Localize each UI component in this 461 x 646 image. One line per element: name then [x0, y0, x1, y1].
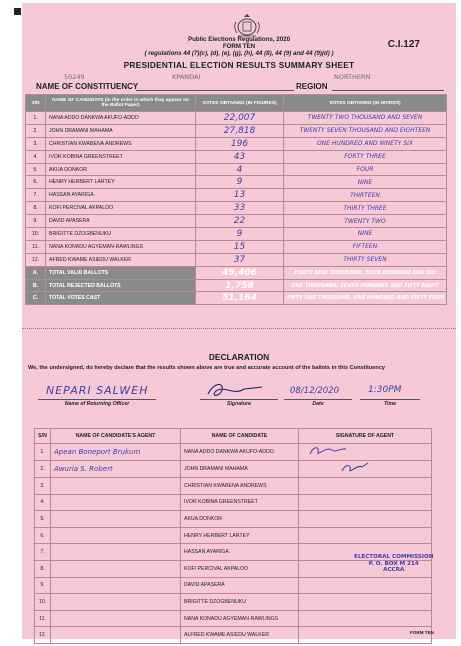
- votes-words: FIFTY ONE THOUSAND, ONE HUNDRED AND SIXTY FOUR: [284, 292, 447, 305]
- row-sn: 7.: [26, 189, 46, 202]
- votes-words: TWENTY SEVEN THOUSAND AND EIGHTEEN: [284, 124, 447, 137]
- candidate-name: KOFI PERCIVAL AKPALOO: [181, 560, 299, 577]
- regulations-line: Public Elections Regulations, 2020: [187, 36, 291, 43]
- votes-words: FIFTEEN: [284, 240, 447, 253]
- agent-signature-cell: [299, 527, 432, 544]
- declaration-text: We, the undersigned, do hereby declare that the results shown above are true and accurate account of the ballots in this Constituency: [28, 365, 386, 371]
- agent-row: [35, 594, 432, 611]
- votes-figures: 1,758: [196, 279, 284, 292]
- candidate-name: DAVID APASERA: [46, 215, 196, 228]
- constituency-name: KPANDAI: [172, 73, 201, 81]
- agent-signature-cell: [299, 494, 432, 511]
- votes-figures: 4: [196, 163, 284, 176]
- constituency-label: NAME OF CONSTITUENCY: [36, 82, 139, 91]
- agent-signature: [302, 461, 372, 475]
- votes-figures: 43: [196, 150, 284, 163]
- row-sn: 9.: [26, 215, 46, 228]
- col-figures: VOTES OBTAINED (IN FIGURES): [196, 95, 284, 112]
- summary-row: [26, 292, 447, 305]
- declaration-date: 08/12/2020: [290, 386, 339, 396]
- row-sn: 6.: [35, 527, 51, 544]
- constituency-underline: [136, 90, 294, 91]
- officer-line: [38, 398, 156, 400]
- votes-words: ONE HUNDRED AND NINETY SIX: [284, 137, 447, 150]
- time-label: Time: [383, 401, 396, 407]
- row-sn: 11.: [35, 610, 51, 627]
- candidate-name: CHRISTIAN KWABENA ANDREWS: [46, 137, 196, 150]
- votes-figures: 13: [196, 189, 284, 202]
- votes-words: THIRTY THREE: [284, 202, 447, 215]
- summary-row: [26, 266, 447, 279]
- agent-row: [35, 444, 432, 461]
- row-sn: 3.: [26, 137, 46, 150]
- agent-name: Apean Boneport Brukum: [51, 444, 181, 461]
- agent-row: [35, 511, 432, 528]
- result-row: [26, 253, 447, 266]
- candidate-name: ALFRED KWAME ASIEDU WALKER: [181, 627, 299, 644]
- stamp-line-1: ELECTORAL COMMISSION: [354, 554, 434, 560]
- votes-words: FORTY NINE THOUSAND, FOUR HUNDRED AND SIX: [284, 266, 447, 279]
- agent-row: [35, 577, 432, 594]
- stamp-line-2: P. O. BOX M 214: [368, 560, 419, 567]
- dotted-divider: [22, 328, 456, 329]
- votes-words: TWENTY TWO THOUSAND AND SEVEN: [284, 112, 447, 125]
- returning-officer-name: NEPARI SALWEH: [46, 384, 149, 397]
- agent-name: Awuria S. Robert: [51, 461, 181, 478]
- result-row: [26, 176, 447, 189]
- votes-figures: 22: [196, 215, 284, 228]
- ci-number: C.I.127: [387, 39, 420, 50]
- row-sn: 9.: [35, 577, 51, 594]
- form-sheet: [22, 3, 456, 639]
- row-sn: 12.: [35, 627, 51, 644]
- agent-row: [35, 527, 432, 544]
- row-sn: A.: [26, 266, 46, 279]
- row-sn: 11.: [26, 240, 46, 253]
- candidate-name: BRIGITTE DZOGBENUKU: [181, 594, 299, 611]
- votes-words: ONE THOUSAND, SEVEN HUNDRED AND FIFTY EIGHT: [284, 279, 447, 292]
- result-row: [26, 124, 447, 137]
- col-words: VOTES OBTAINED (IN WORDS): [284, 95, 447, 112]
- votes-figures: 49,406: [196, 266, 284, 279]
- candidate-name: DAVID APASERA: [181, 577, 299, 594]
- agent-signature-cell: [299, 444, 432, 461]
- votes-figures: 9: [196, 228, 284, 241]
- agent-row: [35, 478, 432, 495]
- agent-signature-cell: [299, 577, 432, 594]
- col-signature: SIGNATURE OF AGENT: [299, 429, 432, 444]
- row-sn: 8.: [35, 560, 51, 577]
- agent-name: [51, 594, 181, 611]
- votes-figures: 51,164: [196, 292, 284, 305]
- result-row: [26, 189, 447, 202]
- agent-row: [35, 461, 432, 478]
- result-row: [26, 202, 447, 215]
- signature-label: Signature: [227, 401, 251, 407]
- col-candidate: NAME OF CANDIDATE (In the order in which they appear on the Ballot Paper): [46, 95, 196, 112]
- returning-officer-signature: [204, 380, 266, 400]
- row-sn: B.: [26, 279, 46, 292]
- agent-name: [51, 577, 181, 594]
- votes-words: NINE: [284, 176, 447, 189]
- agent-name: [51, 527, 181, 544]
- col-agent: NAME OF CANDIDATE'S AGENT: [51, 429, 181, 444]
- votes-words: FOUR: [284, 163, 447, 176]
- candidate-name: JOHN DRAMANI MAHAMA: [46, 124, 196, 137]
- row-sn: 3.: [35, 478, 51, 495]
- result-row: [26, 112, 447, 125]
- row-sn: 5.: [26, 163, 46, 176]
- agent-signature: [302, 444, 352, 458]
- row-sn: 12.: [26, 253, 46, 266]
- agent-row: [35, 610, 432, 627]
- row-sn: 10.: [26, 228, 46, 241]
- candidate-name: JOHN DRAMANI MAHAMA: [181, 461, 299, 478]
- result-row: [26, 215, 447, 228]
- candidate-name: NANA ADDO DANKWA AKUFO-ADDO: [46, 112, 196, 125]
- agent-name: [51, 627, 181, 644]
- region-underline: [332, 90, 444, 91]
- votes-words: TWENTY TWO: [284, 215, 447, 228]
- votes-figures: 22,007: [196, 112, 284, 125]
- signature-line: [200, 398, 278, 400]
- votes-words: THIRTEEN: [284, 189, 447, 202]
- results-table: [25, 94, 447, 305]
- votes-figures: 33: [196, 202, 284, 215]
- stamp-line-3: ACCRA: [383, 567, 405, 573]
- candidate-name: NANA KONADU AGYEMAN-RAWLINGS: [46, 240, 196, 253]
- corner-mark: [14, 8, 21, 15]
- candidate-name: NANA KONADU AGYEMAN-RAWLINGS: [181, 610, 299, 627]
- agent-row: [35, 627, 432, 644]
- result-row: [26, 150, 447, 163]
- summary-label: TOTAL REJECTED BALLOTS: [46, 279, 196, 292]
- page-title: PRESIDENTIAL ELECTION RESULTS SUMMARY SHEET: [123, 60, 355, 70]
- col-sn: S/N: [35, 429, 51, 444]
- candidate-name: HENRY HERBERT LARTEY: [181, 527, 299, 544]
- declaration-time: 1:30PM: [368, 385, 402, 395]
- votes-figures: 15: [196, 240, 284, 253]
- region-label: REGION: [296, 82, 328, 91]
- region-name: NORTHERN: [334, 73, 371, 81]
- candidate-name: CHRISTIAN KWABENA ANDREWS: [181, 478, 299, 495]
- row-sn: 5.: [35, 511, 51, 528]
- footer-form-label: FORM TEN: [410, 630, 434, 635]
- row-sn: 4.: [35, 494, 51, 511]
- candidate-name: AKUA DONKOR: [46, 163, 196, 176]
- votes-words: THIRTY SEVEN: [284, 253, 447, 266]
- officer-label: Name of Returning Officer: [64, 401, 130, 407]
- col-sn: S/N: [26, 95, 46, 112]
- agent-signature-cell: [299, 461, 432, 478]
- candidate-name: HASSAN AYARIGA: [181, 544, 299, 561]
- form-label: FORM TEN: [222, 43, 256, 50]
- votes-words: NINE: [284, 228, 447, 241]
- col-candidate: NAME OF CANDIDATE: [181, 429, 299, 444]
- agent-name: [51, 494, 181, 511]
- agent-name: [51, 544, 181, 561]
- votes-words: FORTY THREE: [284, 150, 447, 163]
- candidate-name: BRIGITTE DZOGBENUKU: [46, 228, 196, 241]
- time-line: [360, 398, 420, 400]
- result-row: [26, 163, 447, 176]
- results-header-row: [26, 95, 447, 112]
- row-sn: 10.: [35, 594, 51, 611]
- agent-name: [51, 560, 181, 577]
- candidate-name: KOFI PERCIVAL AKPALOO: [46, 202, 196, 215]
- candidate-name: HENRY HERBERT LARTEY: [46, 176, 196, 189]
- row-sn: 8.: [26, 202, 46, 215]
- declaration-title: DECLARATION: [208, 352, 270, 362]
- agent-name: [51, 610, 181, 627]
- agent-signature-cell: [299, 594, 432, 611]
- candidate-name: AKUA DONKOR: [181, 511, 299, 528]
- row-sn: 2.: [35, 461, 51, 478]
- summary-row: [26, 279, 447, 292]
- row-sn: 1.: [35, 444, 51, 461]
- candidate-name: IVOR KOBINA GREENSTREET: [181, 494, 299, 511]
- electoral-commission-stamp: [354, 554, 433, 574]
- agents-table: [34, 428, 432, 644]
- agent-signature-cell: [299, 478, 432, 495]
- regulation-ref: ( regulations 44 (7)(c), (d), (e), (g), (h), 44 (8), 44 (9) and 44 (9)(d) ): [144, 50, 334, 57]
- result-row: [26, 228, 447, 241]
- candidate-name: IVOR KOBINA GREENSTREET: [46, 150, 196, 163]
- coat-of-arms-icon: [230, 14, 264, 38]
- agents-header-row: [35, 429, 432, 444]
- row-sn: 2.: [26, 124, 46, 137]
- votes-figures: 9: [196, 176, 284, 189]
- constituency-code: 50249: [64, 73, 85, 81]
- row-sn: C.: [26, 292, 46, 305]
- votes-figures: 27,818: [196, 124, 284, 137]
- row-sn: 7.: [35, 544, 51, 561]
- date-label: Date: [312, 401, 324, 407]
- result-row: [26, 240, 447, 253]
- result-row: [26, 137, 447, 150]
- summary-label: TOTAL VALID BALLOTS: [46, 266, 196, 279]
- date-line: [284, 398, 352, 400]
- agent-name: [51, 511, 181, 528]
- agent-signature-cell: [299, 610, 432, 627]
- row-sn: 4.: [26, 150, 46, 163]
- summary-label: TOTAL VOTES CAST: [46, 292, 196, 305]
- agent-name: [51, 478, 181, 495]
- candidate-name: HASSAN AYARIGA: [46, 189, 196, 202]
- votes-figures: 196: [196, 137, 284, 150]
- row-sn: 1.: [26, 112, 46, 125]
- votes-figures: 37: [196, 253, 284, 266]
- agent-row: [35, 494, 432, 511]
- candidate-name: AFRED KWAME ASIEDU WALKER: [46, 253, 196, 266]
- row-sn: 6.: [26, 176, 46, 189]
- agent-signature-cell: [299, 511, 432, 528]
- candidate-name: NANA ADDO DANKWA AKUFO-ADDO: [181, 444, 299, 461]
